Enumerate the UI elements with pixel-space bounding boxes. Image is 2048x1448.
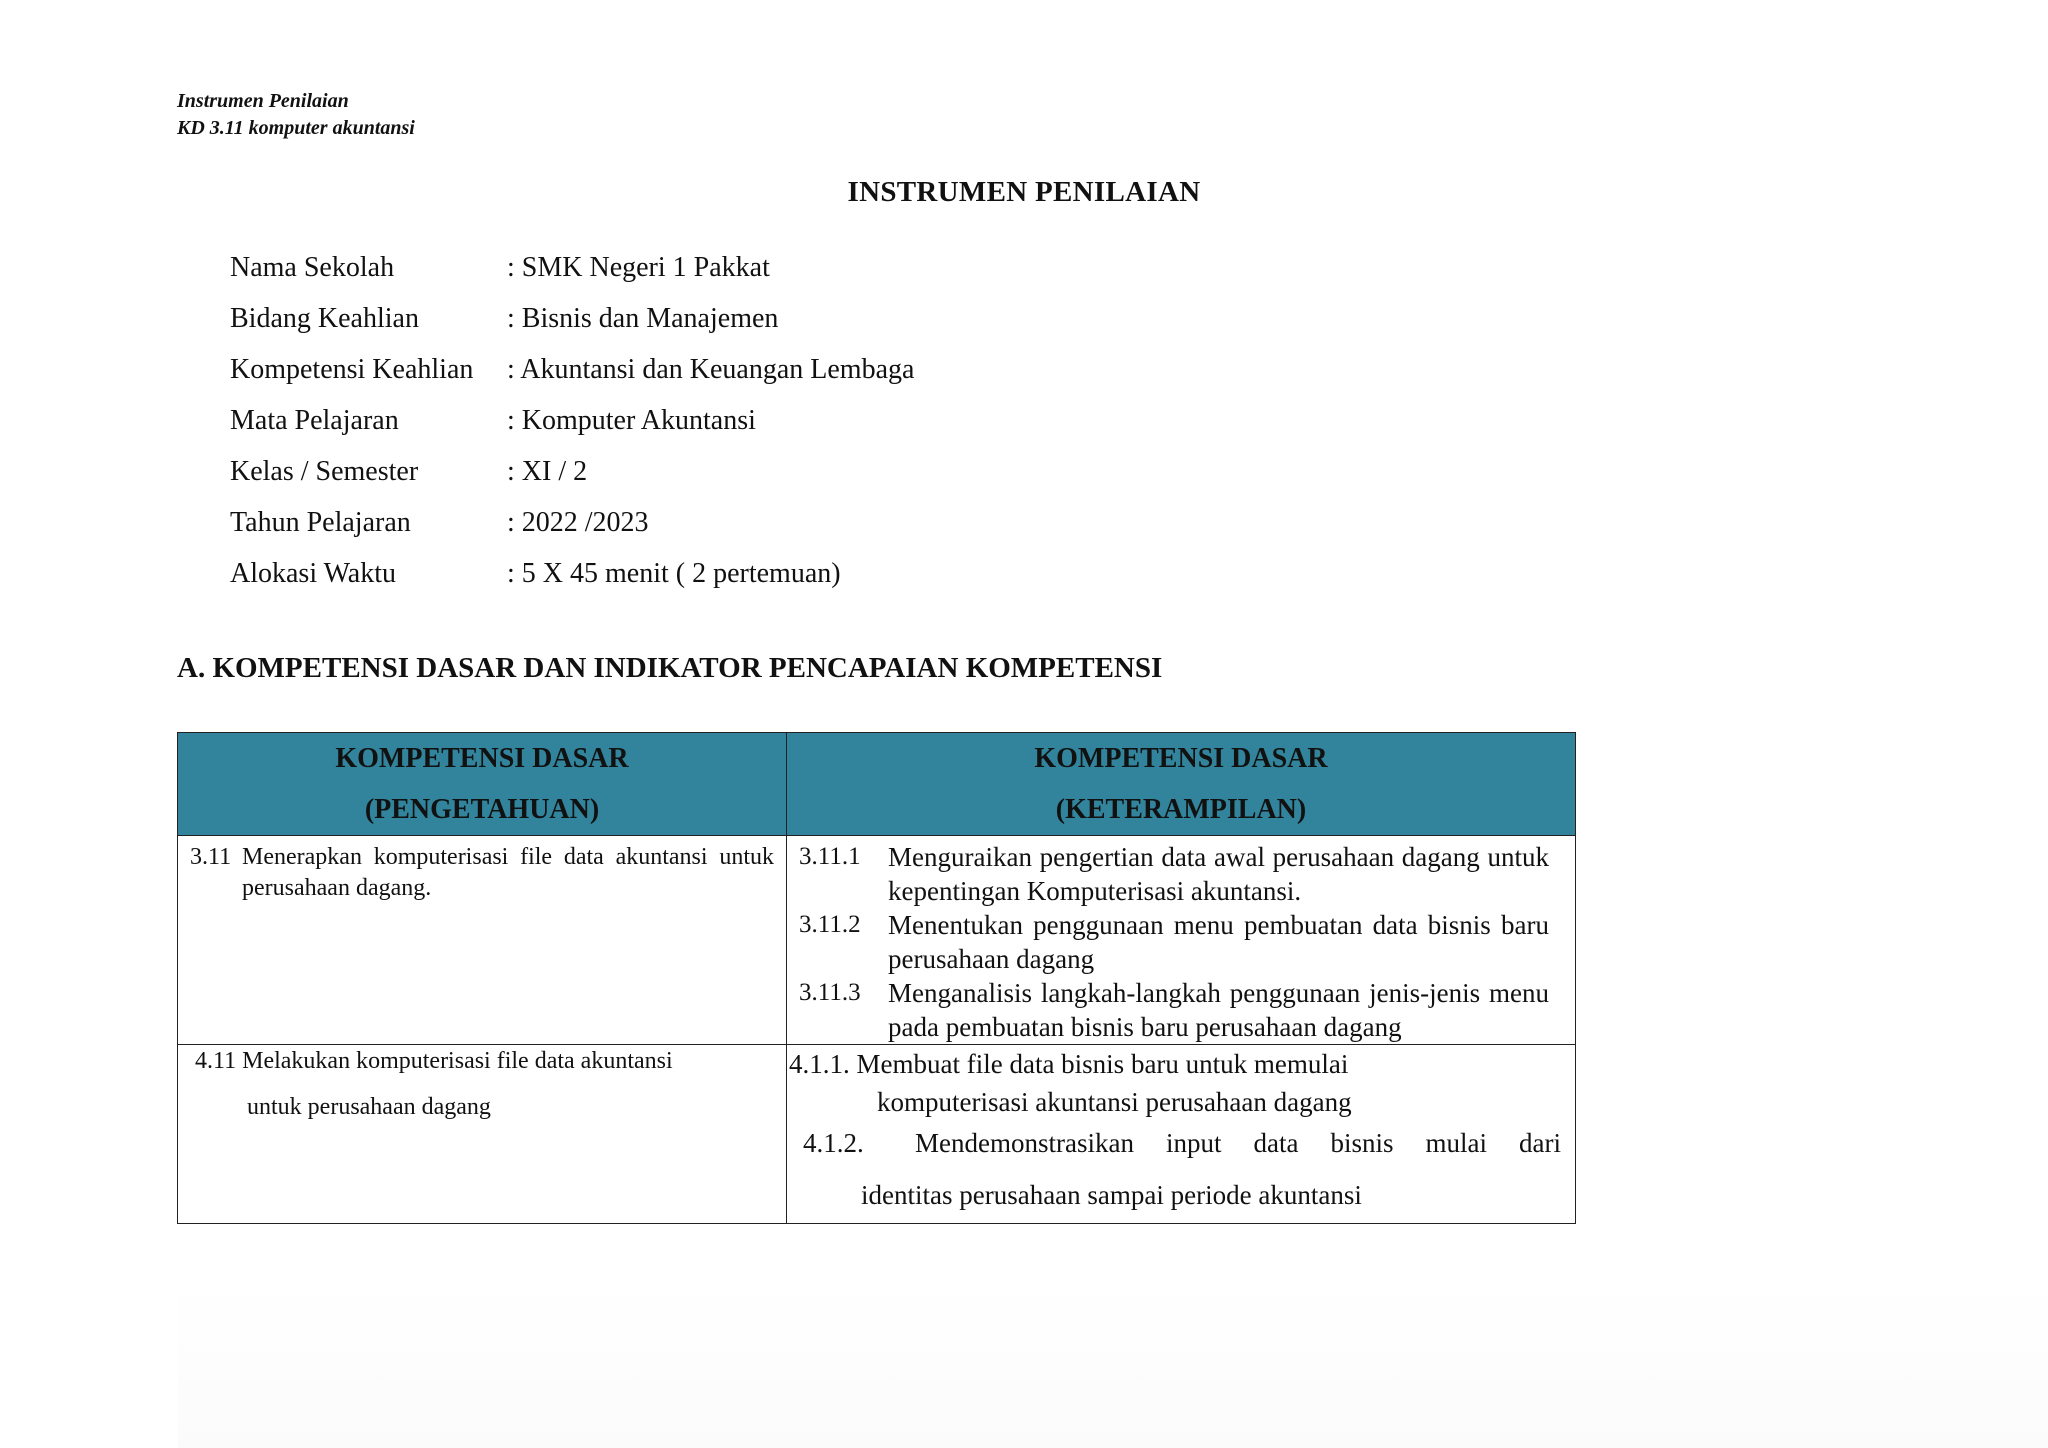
- kd-knowledge-item: [178, 836, 786, 904]
- indicator-cell: [787, 1045, 1576, 1224]
- page-bottom-shade: [178, 1280, 2048, 1448]
- kd-number: 3.11: [190, 844, 232, 870]
- indicator-item: [799, 908, 1549, 976]
- info-label: Kompetensi Keahlian: [230, 353, 474, 385]
- info-row-year: [230, 497, 914, 548]
- kd-text: Menerapkan komputerisasi file data akuntansi untuk perusahaan dagang.: [242, 844, 774, 901]
- table-row: [178, 1045, 1576, 1224]
- indicator-number: 3.11.1: [799, 843, 861, 870]
- info-value: : SMK Negeri 1 Pakkat: [507, 251, 770, 283]
- indicator-4-1-2-line2: identitas perusahaan sampai periode akuntansi: [861, 1180, 1362, 1210]
- indicator-number: 3.11.2: [799, 911, 861, 938]
- info-value: : Komputer Akuntansi: [507, 404, 756, 436]
- kd-knowledge-cell: [178, 1045, 787, 1224]
- indicator-4-1-1-line2: komputerisasi akuntansi perusahaan dagang: [877, 1087, 1352, 1117]
- document-title: INSTRUMEN PENILAIAN: [847, 176, 1201, 208]
- header-knowledge-line2: (PENGETAHUAN): [364, 794, 600, 825]
- kd-knowledge-cell: [178, 836, 787, 1045]
- kd-skill-line2: untuk perusahaan dagang: [247, 1094, 491, 1120]
- indicator-text: Menguraikan pengertian data awal perusahaan dagang untuk kepentingan Komputerisasi akuntansi.: [888, 842, 1549, 906]
- indicator-number: 4.1.2.: [803, 1128, 864, 1158]
- table-header-row: [178, 733, 1576, 836]
- info-value: : Akuntansi dan Keuangan Lembaga: [507, 353, 915, 385]
- info-row-competency: [230, 344, 914, 395]
- table-row: [178, 836, 1576, 1045]
- info-value: : XI / 2: [507, 455, 588, 487]
- indicator-number: 3.11.3: [799, 979, 861, 1006]
- info-row-time: [230, 548, 914, 599]
- header-note-line1: Instrumen Penilaian: [177, 90, 349, 112]
- info-value: : Bisnis dan Manajemen: [507, 302, 779, 334]
- info-value: : 2022 /2023: [507, 506, 649, 538]
- info-label: Mata Pelajaran: [230, 404, 399, 436]
- indicator-text: Menentukan penggunaan menu pembuatan data bisnis baru perusahaan dagang: [888, 910, 1549, 974]
- indicator-text: Menganalisis langkah-langkah penggunaan jenis-jenis menu pada pembuatan bisnis baru perusahaan dagang: [888, 978, 1549, 1042]
- info-label: Nama Sekolah: [230, 251, 395, 283]
- kd-skill-item: [178, 1045, 786, 1123]
- info-label: Bidang Keahlian: [230, 302, 419, 334]
- header-skill-line2: (KETERAMPILAN): [1055, 794, 1307, 825]
- section-a-title: A. KOMPETENSI DASAR DAN INDIKATOR PENCAPAIAN KOMPETENSI: [177, 652, 1163, 684]
- info-row-subject: [230, 395, 914, 446]
- indicator-cell: [787, 836, 1576, 1045]
- indicator-item: [799, 840, 1549, 908]
- header-note: [177, 88, 415, 142]
- identity-block: [230, 242, 914, 599]
- indicator-4-1-1-line1: 4.1.1. Membuat file data bisnis baru untuk memulai: [789, 1049, 1349, 1079]
- info-value: : 5 X 45 menit ( 2 pertemuan): [507, 557, 841, 589]
- header-knowledge-line1: KOMPETENSI DASAR: [335, 743, 629, 774]
- info-row-class: [230, 446, 914, 497]
- info-label: Tahun Pelajaran: [230, 506, 411, 538]
- competency-table: [177, 732, 1576, 1224]
- indicator-item: [799, 976, 1549, 1044]
- indicator-list: [787, 836, 1575, 1044]
- header-skill-line1: KOMPETENSI DASAR: [1034, 743, 1328, 774]
- info-row-field: [230, 293, 914, 344]
- header-knowledge: [178, 733, 787, 836]
- kd-skill-line1: 4.11 Melakukan komputerisasi file data akuntansi: [195, 1048, 673, 1074]
- header-skill: [787, 733, 1576, 836]
- indicator-4-1-2: [789, 1124, 1563, 1162]
- info-label: Kelas / Semester: [230, 455, 419, 487]
- info-row-school: [230, 242, 914, 293]
- indicator-list: [787, 1045, 1575, 1214]
- info-label: Alokasi Waktu: [230, 557, 396, 589]
- indicator-4-1-2-line1: Mendemonstrasikan input data bisnis mulai dari: [915, 1128, 1561, 1158]
- header-note-line2: KD 3.11 komputer akuntansi: [177, 117, 415, 139]
